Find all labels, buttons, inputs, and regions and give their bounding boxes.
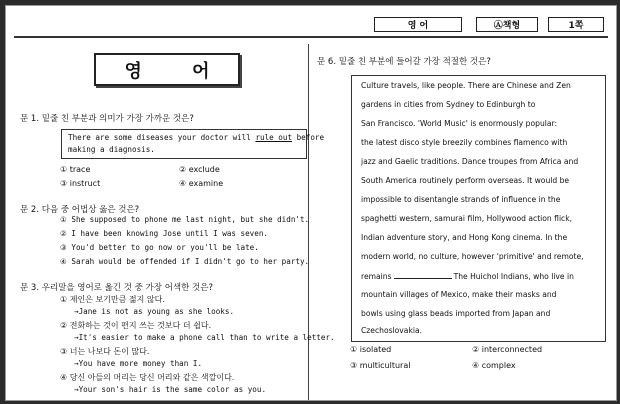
q1-prompt <box>20 112 194 124</box>
q2-option-3[interactable]: ③ You'd better to go now or you'll be late. <box>60 243 259 252</box>
passage-line: bowls using glass beads imported from Japan and <box>361 309 551 318</box>
q3-option-4[interactable]: ④ 당신 아들의 머리는 당신 머리와 같은 색깔이다. <box>60 373 235 382</box>
q6-passage-box <box>351 75 606 342</box>
q6-option-3[interactable]: ③ multicultural <box>350 361 411 370</box>
q6-prompt <box>317 55 491 67</box>
passage-line: Indian adventure story, and Hong Kong cinema. In the <box>361 233 568 242</box>
q1-option-3[interactable]: ③ instruct <box>60 179 101 188</box>
q1-sentence-line2: making a diagnosis. <box>68 145 155 154</box>
passage-line: South America routinely perform overseas. It would be <box>361 176 570 185</box>
q1-text: 밑줄 친 부분과 의미가 가장 가까운 것은? <box>41 114 194 124</box>
q1-sentence-line1: There are some diseases your doctor will rule out before <box>68 133 325 142</box>
q3-prompt <box>20 281 213 293</box>
passage-line: Culture travels, like people. There are Chinese and Zen <box>361 81 571 90</box>
q6-number: 문 6. <box>317 57 337 67</box>
passage-line: gardens in cities from Sydney to Edinburgh to <box>361 100 536 109</box>
q2-option-4[interactable]: ④ Sarah would be offended if I didn't go to her party. <box>60 257 310 266</box>
q1-option-2[interactable]: ② exclude <box>179 165 220 174</box>
exam-page <box>5 5 617 401</box>
passage-line: Czechoslovakia. <box>361 326 423 335</box>
q1-sentence-box <box>61 129 325 159</box>
q2-number: 문 2. <box>20 205 40 215</box>
passage-line: the latest disco style breezily combines flamenco with <box>361 138 568 147</box>
q1-underlined: rule out <box>255 133 293 142</box>
q6-option-4[interactable]: ④ complex <box>472 361 516 370</box>
passage-line: San Francisco. 'World Music' is enormously popular: <box>361 119 558 128</box>
answer-blank <box>394 271 452 279</box>
q2-prompt <box>20 203 139 215</box>
passage-line: spaghetti western, samurai film, Hollywood action flick, <box>361 214 573 223</box>
passage-line: modern world, no culture, however 'primitive' and remote, <box>361 252 584 261</box>
q3-translation-2: →It's easier to make a phone call than to write a letter. <box>74 333 335 342</box>
q2-text: 다음 중 어법상 옳은 것은? <box>41 205 140 215</box>
q3-translation-1: →Jane is not as young as she looks. <box>74 307 235 316</box>
q3-translation-3: →You have more money than I. <box>74 359 203 368</box>
passage-line: jazz and Gaelic traditions. Dance troupes from Africa and <box>361 157 579 166</box>
q2-option-1[interactable]: ① She supposed to phone me last night, but she didn't. <box>60 215 310 224</box>
q3-option-1[interactable]: ① 제인은 보기만큼 젊지 않다. <box>60 295 165 304</box>
header-form: Ⓐ책형 <box>476 17 538 32</box>
header-rule <box>14 36 608 38</box>
q6-option-1[interactable]: ① isolated <box>350 345 392 354</box>
q1-option-4[interactable]: ④ examine <box>179 179 224 188</box>
header-subject: 영 어 <box>374 17 462 32</box>
q1-option-1[interactable]: ① trace <box>60 165 91 174</box>
q6-text: 밑줄 친 부분에 들어갈 가장 적절한 것은? <box>338 57 491 67</box>
q1-number: 문 1. <box>20 114 40 124</box>
page-title: 영 어 <box>94 53 240 86</box>
q6-option-2[interactable]: ② interconnected <box>472 345 543 354</box>
q3-option-2[interactable]: ② 전화하는 것이 편지 쓰는 것보다 더 쉽다. <box>60 321 212 330</box>
passage-line: mountain villages of Mexico, make their masks and <box>361 290 557 299</box>
q3-option-3[interactable]: ③ 너는 나보다 돈이 많다. <box>60 347 150 356</box>
q3-translation-4: →Your son's hair is the same color as you. <box>74 385 267 394</box>
q2-option-2[interactable]: ② I have been knowing Jose until I was seven. <box>60 229 268 238</box>
passage-line-with-blank: remains The Huichol Indians, who live in <box>361 272 574 281</box>
q3-number: 문 3. <box>20 283 40 293</box>
q3-text: 우리말을 영어로 옮긴 것 중 가장 어색한 것은? <box>41 283 213 293</box>
passage-line: impossible to disentangle strands of influence in the <box>361 195 561 204</box>
header-page: 1쪽 <box>548 17 604 32</box>
